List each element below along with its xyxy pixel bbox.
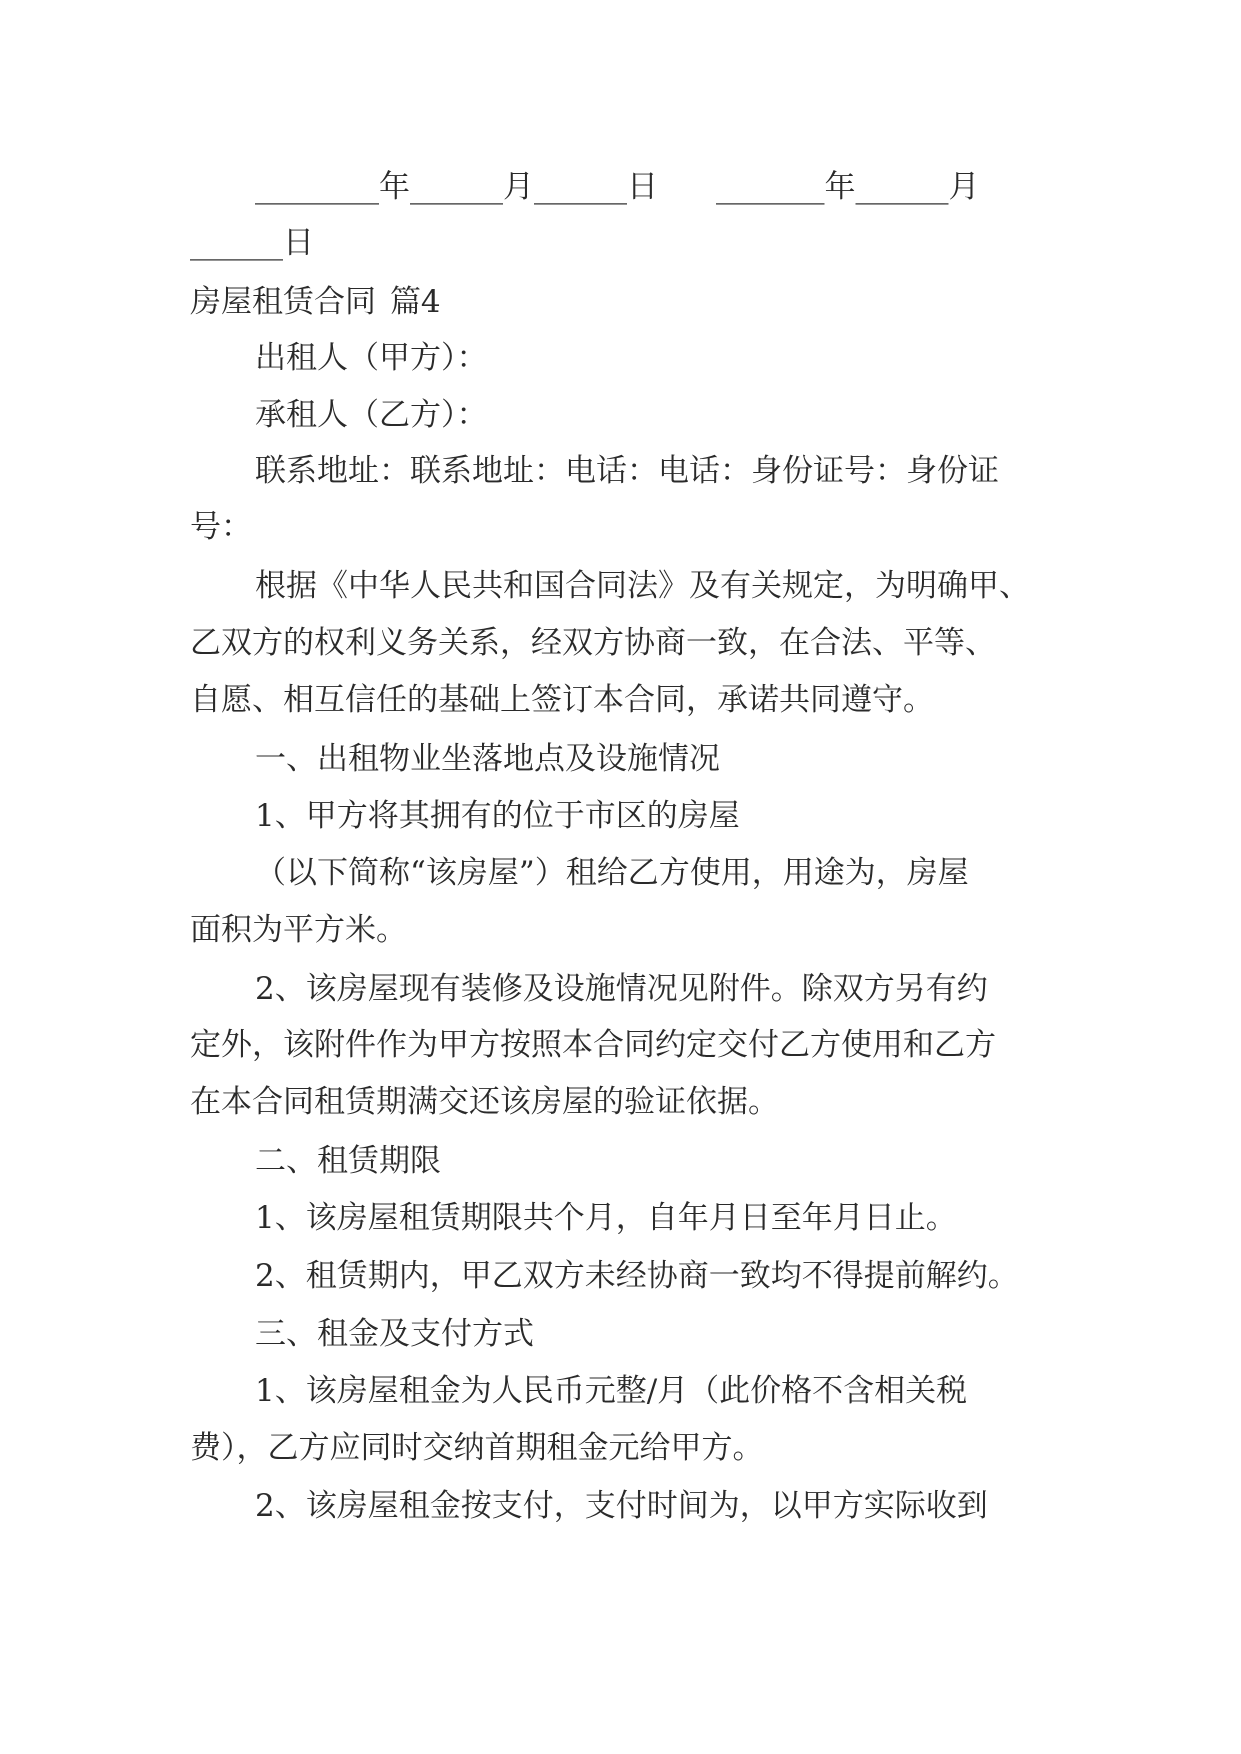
text-line: 根据《中华人民共和国合同法》及有关规定，为明确甲、 <box>255 568 1030 604</box>
text-line: 2、该房屋租金按支付，支付时间为，以甲方实际收到 <box>255 1488 988 1524</box>
date-line-continuation: ______日 <box>190 225 314 261</box>
text-line: 2、该房屋现有装修及设施情况见附件。除双方另有约 <box>255 971 988 1007</box>
text-line: 自愿、相互信任的基础上签订本合同，承诺共同遵守。 <box>190 682 934 718</box>
text-line: 1、该房屋租金为人民币元整/月（此价格不含相关税 <box>255 1373 968 1409</box>
date-field-party-a: ________年______月______日 <box>255 169 658 205</box>
heading-title: 房屋租赁合同 <box>190 284 376 320</box>
date-line-signature <box>255 167 980 207</box>
text-line: 三、租金及支付方式 <box>255 1316 534 1352</box>
text-line: 乙双方的权利义务关系，经双方协商一致，在合法、平等、 <box>190 625 996 661</box>
text-line: 面积为平方米。 <box>190 912 407 948</box>
text-line: 在本合同租赁期满交还该房屋的验证依据。 <box>190 1084 779 1120</box>
text-line: 号： <box>190 509 252 545</box>
text-line: 二、租赁期限 <box>255 1143 441 1179</box>
date-field-party-b: _______年______月 <box>716 169 980 205</box>
section-heading <box>190 282 441 322</box>
text-line: 定外，该附件作为甲方按照本合同约定交付乙方使用和乙方 <box>190 1027 996 1063</box>
text-line: 联系地址：联系地址：电话：电话：身份证号：身份证 <box>255 453 999 489</box>
text-line: 1、甲方将其拥有的位于市区的房屋 <box>255 798 740 834</box>
text-line: 2、租赁期内，甲乙双方未经协商一致均不得提前解约。 <box>255 1258 1019 1294</box>
heading-section-number: 篇4 <box>389 284 441 320</box>
text-line: 1、该房屋租赁期限共个月，自年月日至年月日止。 <box>255 1200 957 1236</box>
text-line: 承租人（乙方）： <box>255 397 488 433</box>
text-line: 一、出租物业坐落地点及设施情况 <box>255 741 720 777</box>
text-line: 费），乙方应同时交纳首期租金元给甲方。 <box>190 1430 764 1466</box>
text-line: （以下简称“该房屋”）租给乙方使用，用途为，房屋 <box>255 855 969 891</box>
text-line: 出租人（甲方）： <box>255 340 488 376</box>
